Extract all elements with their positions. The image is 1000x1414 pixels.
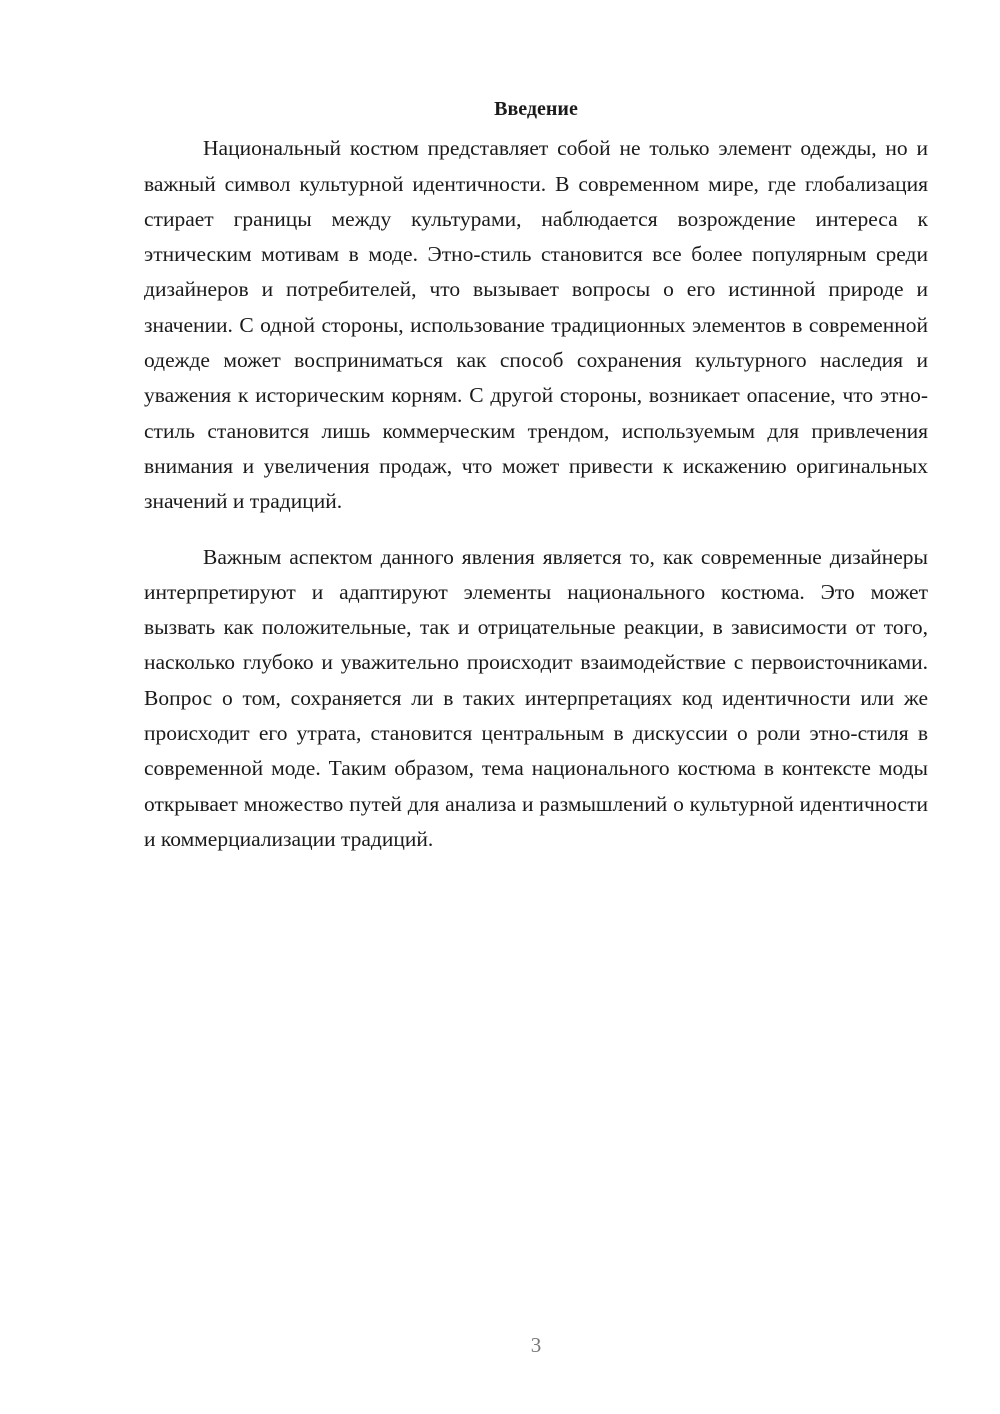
paragraph-2: Важным аспектом данного явления является то, как современные дизайнеры интерпретируют и адаптируют элементы национального костюма. Это может вызвать как положительные, так и отрицательные реакции, в зависимости от того, насколько глубоко и уважительно происходит взаимодействие с первоисточниками. Вопрос о том, сохраняется ли в таких интерпретациях код идентичности или же происходит его утрата, становится центральным в дискуссии о роли этно-стиля в современной моде. Таким образом, тема национального костюма в контексте моды открывает множество путей для анализа и размышлений о культурной идентичности и коммерциализации традиций. <box>144 544 928 851</box>
section-title: Введение <box>494 98 578 120</box>
page-number: 3 <box>530 1333 542 1357</box>
paragraph-1: Национальный костюм представляет собой не только элемент одежды, но и важный символ культурной идентичности. В современном мире, где глобализация стирает границы между культурами, наблюдается возрождение интереса к этническим мотивам в моде. Этно-стиль становится все более популярным среди дизайнеров и потребителей, что вызывает вопросы о его истинной природе и значении. С одной стороны, использование традиционных элементов в современной одежде может восприниматься как способ сохранения культурного наследия и уважения к историческим корням. С другой стороны, возникает опасение, что этно-стиль становится лишь коммерческим трендом, используемым для привлечения внимания и увеличения продаж, что может привести к искажению оригинальных значений и традиций. <box>144 136 928 514</box>
page-body <box>144 92 928 857</box>
